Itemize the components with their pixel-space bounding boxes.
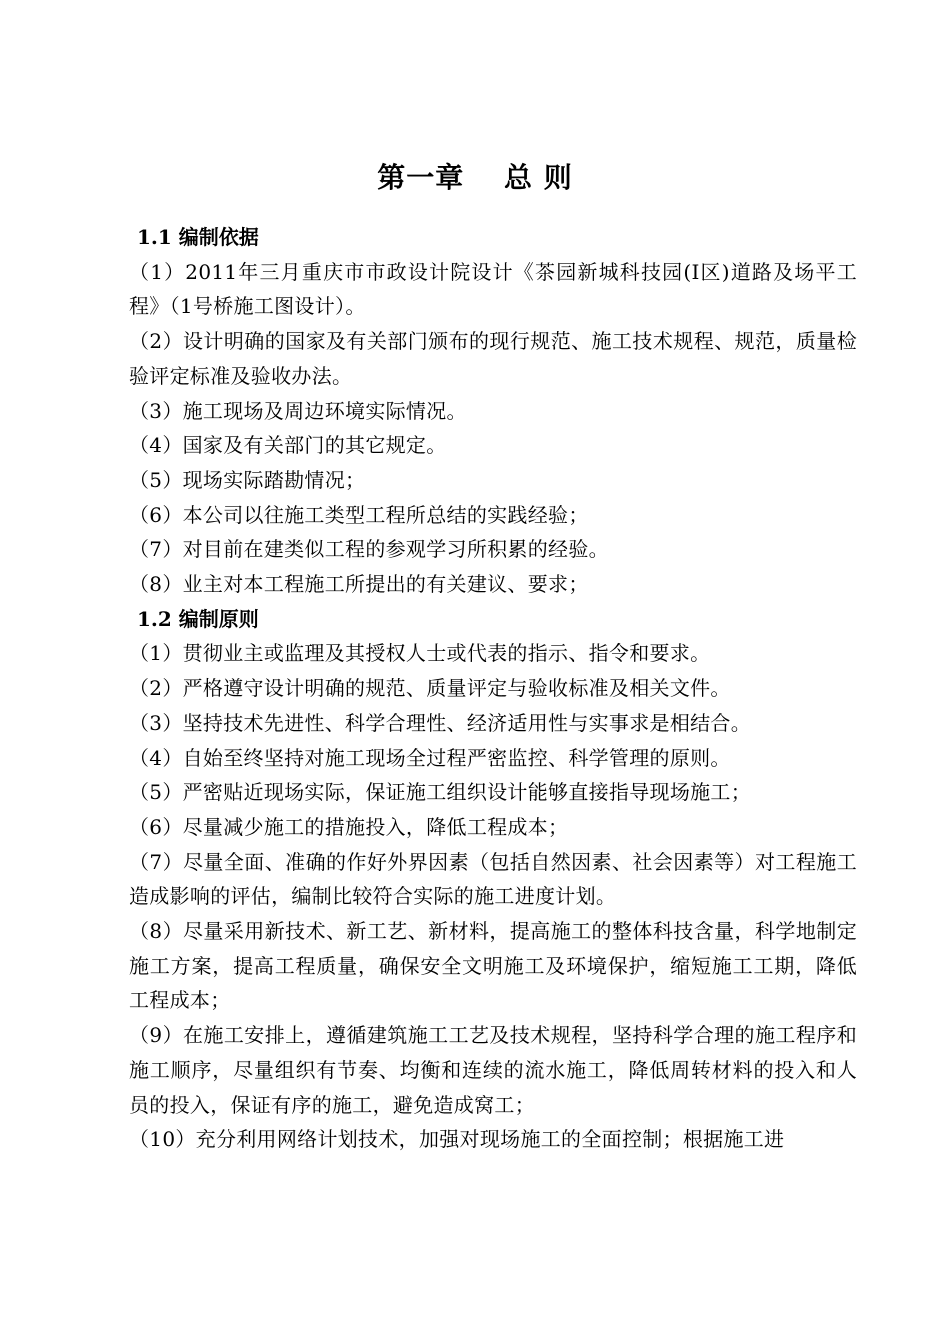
principle-item-9: （9）在施工安排上，遵循建筑施工工艺及技术规程，坚持科学合理的施工程序和施工顺序，尽量组织有节奏、均衡和连续的流水施工，降低周转材料的投入和人员的投入，保证有序的施工，避免造成窝工； (129, 1023, 857, 1117)
principle-item-3: （3）坚持技术先进性、科学合理性、经济适用性与实事求是相结合。 (129, 710, 752, 735)
principle-item-1: （1）贯彻业主或监理及其授权人士或代表的指示、指令和要求。 (129, 641, 711, 666)
principle-item-6: （6）尽量减少施工的措施投入，降低工程成本； (129, 814, 569, 839)
principle-item-8: （8）尽量采用新技术、新工艺、新材料，提高施工的整体科技含量，科学地制定施工方案，提高工程质量，确保安全文明施工及环境保护，缩短施工工期，降低工程成本； (129, 919, 857, 1013)
basis-item-8: （8）业主对本工程施工所提出的有关建议、要求； (129, 572, 589, 597)
basis-item-5: （5）现场实际踏勘情况； (129, 467, 366, 492)
basis-item-2: （2）设计明确的国家及有关部门颁布的现行规范、施工技术规程、规范，质量检验评定标准及验收办法。 (129, 329, 857, 388)
principle-item-4: （4）自始至终坚持对施工现场全过程严密监控、科学管理的原则。 (129, 745, 731, 770)
chapter-title: 第一章 总 则 (377, 161, 573, 194)
principle-item-7: （7）尽量全面、准确的作好外界因素（包括自然因素、社会因素等）对工程施工造成影响的评估，编制比较符合实际的施工进度计划。 (129, 849, 857, 909)
basis-item-4: （4）国家及有关部门的其它规定。 (129, 433, 447, 458)
basis-item-1: （1）2011年三月重庆市市政设计院设计《茶园新城科技园(I区)道路及场平工程》（1号桥施工图设计）。 (129, 259, 857, 319)
document-body (129, 220, 857, 1157)
section-heading-1-1: 1.1 编制依据 (137, 225, 259, 249)
section-heading-1-2: 1.2 编制原则 (137, 606, 259, 631)
basis-item-7: （7）对目前在建类似工程的参观学习所积累的经验。 (129, 537, 609, 562)
basis-item-6: （6）本公司以往施工类型工程所总结的实践经验； (129, 502, 589, 527)
principle-item-10: （10）充分利用网络计划技术，加强对现场施工的全面控制；根据施工进 (129, 1127, 785, 1152)
principle-item-2: （2）严格遵守设计明确的规范、质量评定与验收标准及相关文件。 (129, 676, 731, 701)
basis-item-3: （3）施工现场及周边环境实际情况。 (129, 398, 467, 423)
principle-item-5: （5）严密贴近现场实际，保证施工组织设计能够直接指导现场施工； (129, 780, 752, 805)
